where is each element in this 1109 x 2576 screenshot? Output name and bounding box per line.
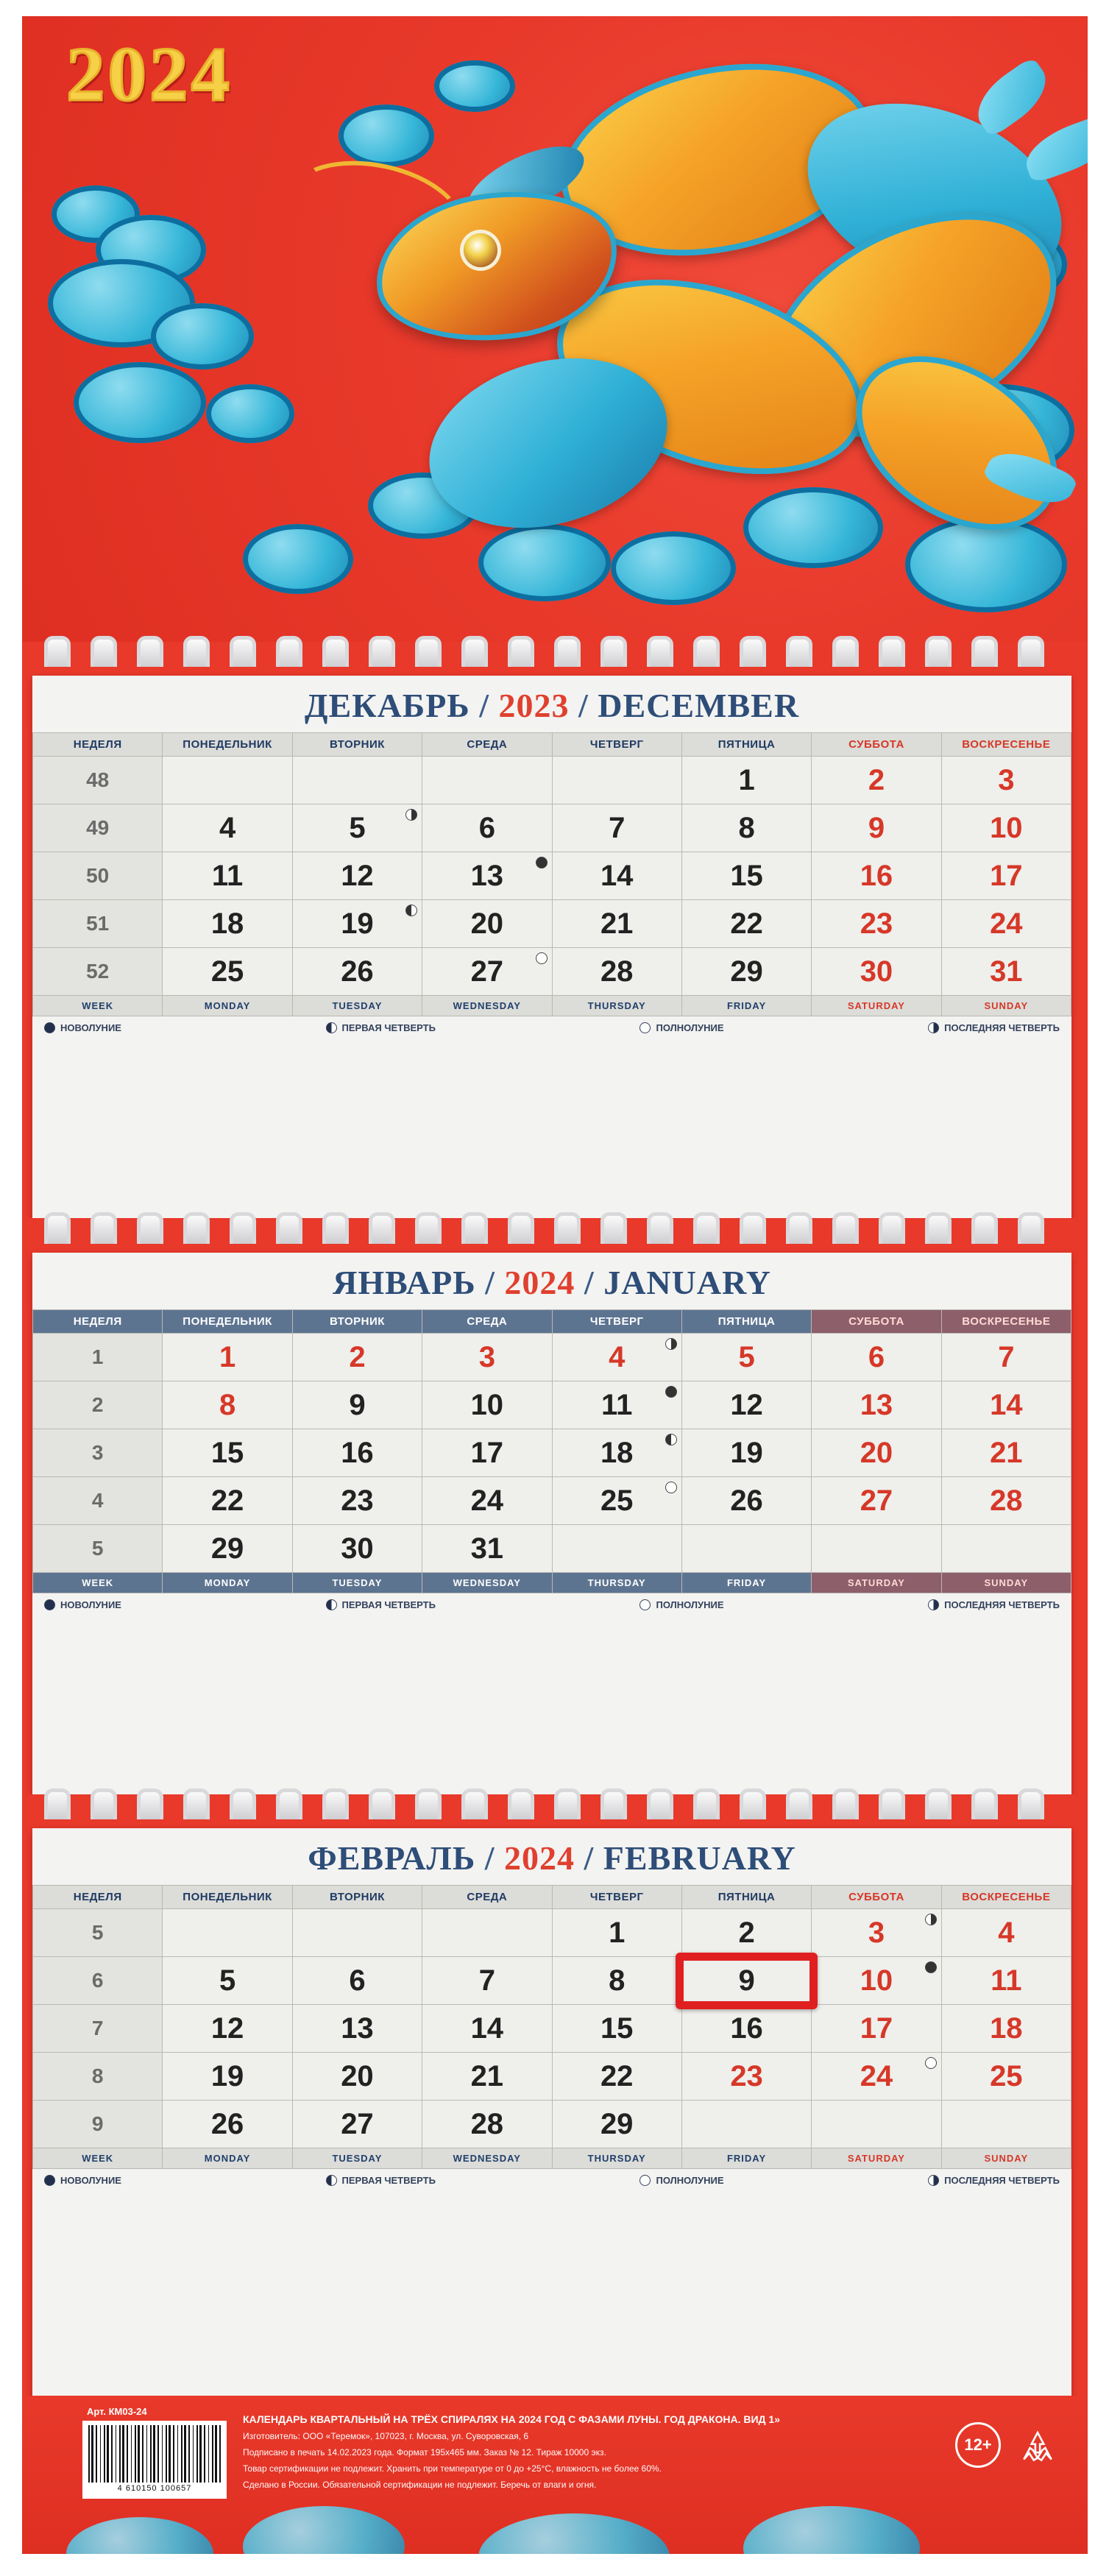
day-cell[interactable]: 13 (292, 2005, 422, 2053)
day-cell-empty (163, 757, 292, 804)
day-cell-empty (552, 757, 681, 804)
day-cell[interactable]: 26 (681, 1477, 811, 1525)
day-cell[interactable]: 24 (812, 2053, 941, 2101)
legend-label: ПОСЛЕДНЯЯ ЧЕТВЕРТЬ (944, 1599, 1060, 1610)
day-cell[interactable]: 14 (941, 1381, 1071, 1429)
day-cell-empty (292, 757, 422, 804)
legend-item-full (639, 2175, 723, 2186)
week-number-cell: 5 (33, 1909, 163, 1957)
col-wednesday: СРЕДА (422, 1310, 552, 1334)
day-cell[interactable]: 17 (422, 1429, 552, 1477)
day-cell[interactable]: 25 (941, 2053, 1071, 2101)
day-cell[interactable]: 30 (292, 1525, 422, 1573)
col-saturday: СУББОТА (812, 1886, 941, 1909)
col-saturday: СУББОТА (812, 1310, 941, 1334)
col-thursday: ЧЕТВЕРГ (552, 1886, 681, 1909)
day-cell[interactable]: 11 (941, 1957, 1071, 2005)
col-sunday: ВОСКРЕСЕНЬЕ (941, 733, 1071, 757)
day-cell[interactable]: 4 (941, 1909, 1071, 1957)
month-year: 2024 (504, 1839, 575, 1877)
day-cell[interactable]: 17 (941, 852, 1071, 900)
week-number-cell: 3 (33, 1429, 163, 1477)
day-cell[interactable]: 10 (422, 1381, 552, 1429)
moon-first-icon (326, 1599, 337, 1610)
day-cell-empty (681, 1525, 811, 1573)
day-cell[interactable]: 8 (552, 1957, 681, 2005)
col-monday: ПОНЕДЕЛЬНИК (163, 733, 292, 757)
week-number-cell: 5 (33, 1525, 163, 1573)
day-cell[interactable]: 26 (163, 2101, 292, 2148)
moon-last-icon (928, 1599, 939, 1610)
day-cell[interactable]: 25 (552, 1477, 681, 1525)
day-cell[interactable]: 29 (552, 2101, 681, 2148)
month-title-january: ЯНВАРЬ / 2024 / JANUARY (333, 1264, 771, 1301)
day-cell[interactable]: 6 (292, 1957, 422, 2005)
legend-item-last (928, 1599, 1060, 1610)
dragon-icon (243, 46, 1067, 605)
week-number-cell: 52 (33, 948, 163, 996)
legend-label: ПОСЛЕДНЯЯ ЧЕТВЕРТЬ (944, 1022, 1060, 1033)
day-cell[interactable]: 18 (163, 900, 292, 948)
legend-label: ПОЛНОЛУНИЕ (656, 2175, 724, 2186)
day-cell-empty (552, 1525, 681, 1573)
poster-image (22, 16, 1088, 645)
day-cell[interactable]: 19 (292, 900, 422, 948)
col-friday: ПЯТНИЦА (681, 733, 811, 757)
day-cell[interactable]: 22 (681, 900, 811, 948)
day-cell[interactable]: 19 (163, 2053, 292, 2101)
day-cell[interactable]: 16 (681, 2005, 811, 2053)
day-cell[interactable]: 15 (552, 2005, 681, 2053)
barcode (82, 2421, 227, 2499)
legend-label: НОВОЛУНИЕ (60, 1022, 121, 1033)
storage-line: Товар сертификации не подлежит. Хранить при температуре от 0 до +25°С, влажность не более 60%. (243, 2463, 662, 2474)
day-cell[interactable]: 12 (681, 1381, 811, 1429)
month-title-december: ДЕКАБРЬ / 2023 / DECEMBER (304, 687, 800, 724)
day-cell-empty (812, 2101, 941, 2148)
day-cell[interactable]: 8 (681, 804, 811, 852)
day-cell[interactable]: 23 (681, 2053, 811, 2101)
day-cell-empty (941, 2101, 1071, 2148)
week-number-cell: 1 (33, 1334, 163, 1381)
col-monday: ПОНЕДЕЛЬНИК (163, 1886, 292, 1909)
table-footer-row: WEEK MONDAY TUESDAY WEDNESDAY THURSDAY FRIDAY SATURDAY SUNDAY (33, 996, 1071, 1016)
moon-phase-new-icon (665, 1386, 677, 1398)
table-row (33, 2053, 1071, 2101)
day-cell[interactable]: 19 (681, 1429, 811, 1477)
footer-strip (22, 2396, 1088, 2554)
table-row (33, 1334, 1071, 1381)
week-number-cell: 51 (33, 900, 163, 948)
table-row (33, 1957, 1071, 2005)
legend-item-new (44, 1022, 121, 1033)
month-title-february: ФЕВРАЛЬ / 2024 / FEBRUARY (308, 1839, 796, 1877)
table-row (33, 2101, 1071, 2148)
day-cell[interactable]: 5 (681, 1334, 811, 1381)
col-tuesday: ВТОРНИК (292, 1886, 422, 1909)
legend-label: НОВОЛУНИЕ (60, 2175, 121, 2186)
moon-full-icon (639, 1022, 651, 1033)
week-number-cell: 49 (33, 804, 163, 852)
month-block-december (22, 667, 1088, 1284)
day-cell[interactable]: 23 (292, 1477, 422, 1525)
col-saturday: СУББОТА (812, 733, 941, 757)
table-header-row (33, 1310, 1071, 1334)
article-number: Арт. КМ03-24 (87, 2406, 147, 2417)
day-cell[interactable]: 11 (552, 1381, 681, 1429)
table-row (33, 804, 1071, 852)
moon-full-icon (639, 2175, 651, 2186)
month-name-ru: ЯНВАРЬ (333, 1264, 476, 1301)
col-wednesday: СРЕДА (422, 1886, 552, 1909)
table-footer-row: WEEK MONDAY TUESDAY WEDNESDAY THURSDAY FRIDAY SATURDAY SUNDAY (33, 1573, 1071, 1593)
col-sunday: ВОСКРЕСЕНЬЕ (941, 1886, 1071, 1909)
day-cell-empty (292, 1909, 422, 1957)
day-cell[interactable]: 21 (941, 1429, 1071, 1477)
table-row (33, 757, 1071, 804)
day-cell[interactable]: 10 (941, 804, 1071, 852)
day-cell[interactable]: 26 (292, 948, 422, 996)
day-cell[interactable]: 16 (812, 852, 941, 900)
day-cell[interactable]: 18 (552, 1429, 681, 1477)
month-name-en: FEBRUARY (603, 1839, 796, 1877)
col-friday: ПЯТНИЦА (681, 1886, 811, 1909)
table-row (33, 852, 1071, 900)
month-year: 2024 (504, 1264, 575, 1301)
day-cell[interactable]: 27 (422, 948, 552, 996)
cloud-decoration (74, 362, 206, 443)
day-cell[interactable]: 29 (681, 948, 811, 996)
day-cell[interactable]: 28 (422, 2101, 552, 2148)
day-cell[interactable]: 9 (292, 1381, 422, 1429)
day-cell[interactable]: 15 (163, 1429, 292, 1477)
day-cell[interactable]: 8 (163, 1381, 292, 1429)
month-year: 2023 (498, 687, 570, 724)
day-cell[interactable]: 1 (552, 1909, 681, 1957)
legend-label: ПЕРВАЯ ЧЕТВЕРТЬ (341, 1022, 436, 1033)
day-cell[interactable]: 21 (422, 2053, 552, 2101)
moon-phase-last-icon (925, 1914, 937, 1925)
day-cell[interactable]: 20 (422, 900, 552, 948)
day-cell[interactable]: 20 (292, 2053, 422, 2101)
month-block-february (22, 1819, 1088, 2408)
moon-phase-legend (32, 2169, 1071, 2193)
day-cell[interactable]: 2 (292, 1334, 422, 1381)
product-title: КАЛЕНДАРЬ КВАРТАЛЬНЫЙ НА ТРЁХ СПИРАЛЯХ НА 2024 ГОД С ФАЗАМИ ЛУНЫ. ГОД ДРАКОНА. ВИД 1» (243, 2413, 780, 2425)
day-cell[interactable]: 31 (941, 948, 1071, 996)
day-cell[interactable]: 1 (681, 757, 811, 804)
day-cell[interactable]: 4 (163, 804, 292, 852)
legend-item-new (44, 1599, 121, 1610)
day-cell[interactable]: 3 (812, 1909, 941, 1957)
print-info-line: Подписано в печать 14.02.2023 года. Формат 195х465 мм. Заказ № 12. Тираж 10000 экз. (243, 2447, 606, 2458)
week-number-cell: 6 (33, 1957, 163, 2005)
col-friday: ПЯТНИЦА (681, 1310, 811, 1334)
moon-phase-full-icon (925, 2057, 937, 2069)
moon-new-icon (44, 1022, 55, 1033)
col-sunday: ВОСКРЕСЕНЬЕ (941, 1310, 1071, 1334)
barcode-number: 4 610150 100657 (117, 2484, 192, 2493)
table-row (33, 2005, 1071, 2053)
week-number-cell: 48 (33, 757, 163, 804)
legend-label: ПОЛНОЛУНИЕ (656, 1599, 724, 1610)
day-cell-empty (422, 1909, 552, 1957)
col-monday: ПОНЕДЕЛЬНИК (163, 1310, 292, 1334)
col-week: НЕДЕЛЯ (33, 1310, 163, 1334)
day-cell[interactable]: 11 (163, 852, 292, 900)
day-cell[interactable]: 4 (552, 1334, 681, 1381)
month-name-en: DECEMBER (598, 687, 800, 724)
week-number-cell: 9 (33, 2101, 163, 2148)
moon-phase-first-icon (405, 905, 417, 916)
legend-label: НОВОЛУНИЕ (60, 1599, 121, 1610)
day-cell[interactable]: 17 (812, 2005, 941, 2053)
col-thursday: ЧЕТВЕРГ (552, 1310, 681, 1334)
day-cell[interactable]: 2 (812, 757, 941, 804)
month-block-january (22, 1244, 1088, 1861)
moon-phase-last-icon (405, 809, 417, 821)
day-cell[interactable]: 13 (812, 1381, 941, 1429)
moon-phase-full-icon (665, 1482, 677, 1493)
day-cell[interactable]: 12 (163, 2005, 292, 2053)
day-cell[interactable]: 24 (422, 1477, 552, 1525)
day-cell[interactable]: 5 (292, 804, 422, 852)
recycle-icon (1018, 2430, 1057, 2468)
legend-item-last (928, 2175, 1060, 2186)
table-header-row (33, 1886, 1071, 1909)
day-cell[interactable]: 13 (422, 852, 552, 900)
day-cell[interactable]: 6 (422, 804, 552, 852)
day-cell[interactable]: 29 (163, 1525, 292, 1573)
moon-phase-full-icon (536, 952, 548, 964)
moon-phase-first-icon (665, 1434, 677, 1446)
manufacturer-line: Изготовитель: ООО «Теремок», 107023, г. Москва, ул. Суворовская, 6 (243, 2431, 529, 2442)
moon-first-icon (326, 1022, 337, 1033)
table-row (33, 1381, 1071, 1429)
week-number-cell: 4 (33, 1477, 163, 1525)
day-cell-empty (941, 1525, 1071, 1573)
day-cell[interactable]: 12 (292, 852, 422, 900)
day-cell-empty (422, 757, 552, 804)
day-cell[interactable]: 5 (163, 1957, 292, 2005)
table-row (33, 1477, 1071, 1525)
day-cell[interactable]: 14 (552, 852, 681, 900)
legend-item-full (639, 1022, 723, 1033)
day-cell[interactable]: 7 (422, 1957, 552, 2005)
day-cell[interactable]: 22 (163, 1477, 292, 1525)
day-cell[interactable]: 27 (292, 2101, 422, 2148)
col-week: НЕДЕЛЯ (33, 1886, 163, 1909)
poster-year: 2024 (66, 31, 233, 117)
cloud-decoration (151, 303, 254, 369)
day-cell-empty (163, 1909, 292, 1957)
day-cell[interactable]: 3 (422, 1334, 552, 1381)
day-cell[interactable]: 25 (163, 948, 292, 996)
week-number-cell: 2 (33, 1381, 163, 1429)
day-cell[interactable]: 23 (812, 900, 941, 948)
legend-item-first (326, 2175, 436, 2186)
moon-phase-legend (32, 1016, 1071, 1041)
legend-label: ПЕРВАЯ ЧЕТВЕРТЬ (341, 1599, 436, 1610)
month-name-ru: ФЕВРАЛЬ (308, 1839, 476, 1877)
day-cell[interactable]: 9 (812, 804, 941, 852)
legend-item-full (639, 1599, 723, 1610)
calendar-table-december (32, 732, 1071, 1016)
moon-last-icon (928, 1022, 939, 1033)
col-week: НЕДЕЛЯ (33, 733, 163, 757)
table-header-row (33, 733, 1071, 757)
day-cell[interactable]: 9 (681, 1957, 811, 2005)
legend-label: ПЕРВАЯ ЧЕТВЕРТЬ (341, 2175, 436, 2186)
week-number-cell: 8 (33, 2053, 163, 2101)
day-cell-empty (681, 2101, 811, 2148)
table-row (33, 1909, 1071, 1957)
day-cell[interactable]: 30 (812, 948, 941, 996)
month-name-ru: ДЕКАБРЬ (304, 687, 470, 724)
day-cell-empty (812, 1525, 941, 1573)
day-cell[interactable]: 16 (292, 1429, 422, 1477)
table-row (33, 900, 1071, 948)
day-cell[interactable]: 1 (163, 1334, 292, 1381)
week-number-cell: 50 (33, 852, 163, 900)
calendar-table-january (32, 1309, 1071, 1593)
moon-new-icon (44, 2175, 55, 2186)
day-cell[interactable]: 22 (552, 2053, 681, 2101)
col-wednesday: СРЕДА (422, 733, 552, 757)
legend-item-first (326, 1599, 436, 1610)
month-name-en: JANUARY (603, 1264, 771, 1301)
day-cell[interactable]: 15 (681, 852, 811, 900)
legend-item-last (928, 1022, 1060, 1033)
table-row (33, 1525, 1071, 1573)
moon-phase-new-icon (536, 857, 548, 868)
moon-phase-new-icon (925, 1961, 937, 1973)
day-cell[interactable]: 24 (941, 900, 1071, 948)
day-cell[interactable]: 7 (552, 804, 681, 852)
calendar-table-february (32, 1885, 1071, 2169)
day-cell[interactable]: 28 (552, 948, 681, 996)
week-number-cell: 7 (33, 2005, 163, 2053)
footer-text (243, 2412, 905, 2491)
moon-phase-legend (32, 1593, 1071, 1618)
origin-line: Сделано в России. Обязательной сертификации не подлежит. Беречь от влаги и огня. (243, 2480, 597, 2491)
day-cell[interactable]: 2 (681, 1909, 811, 1957)
table-footer-row: WEEK MONDAY TUESDAY WEDNESDAY THURSDAY FRIDAY SATURDAY SUNDAY (33, 2148, 1071, 2169)
moon-full-icon (639, 1599, 651, 1610)
day-cell[interactable]: 28 (941, 1477, 1071, 1525)
moon-first-icon (326, 2175, 337, 2186)
day-cell[interactable]: 7 (941, 1334, 1071, 1381)
day-cell[interactable]: 6 (812, 1334, 941, 1381)
legend-item-first (326, 1022, 436, 1033)
day-cell[interactable]: 21 (552, 900, 681, 948)
age-rating-badge: 12+ (955, 2422, 1001, 2468)
day-cell[interactable]: 20 (812, 1429, 941, 1477)
day-cell[interactable]: 3 (941, 757, 1071, 804)
day-cell[interactable]: 31 (422, 1525, 552, 1573)
legend-label: ПОЛНОЛУНИЕ (656, 1022, 724, 1033)
table-row (33, 1429, 1071, 1477)
col-thursday: ЧЕТВЕРГ (552, 733, 681, 757)
col-tuesday: ВТОРНИК (292, 733, 422, 757)
day-cell[interactable]: 18 (941, 2005, 1071, 2053)
day-cell[interactable]: 10 (812, 1957, 941, 2005)
legend-item-new (44, 2175, 121, 2186)
moon-phase-last-icon (665, 1338, 677, 1350)
moon-last-icon (928, 2175, 939, 2186)
col-tuesday: ВТОРНИК (292, 1310, 422, 1334)
day-cell[interactable]: 14 (422, 2005, 552, 2053)
legend-label: ПОСЛЕДНЯЯ ЧЕТВЕРТЬ (944, 2175, 1060, 2186)
moon-new-icon (44, 1599, 55, 1610)
day-cell[interactable]: 27 (812, 1477, 941, 1525)
table-row (33, 948, 1071, 996)
